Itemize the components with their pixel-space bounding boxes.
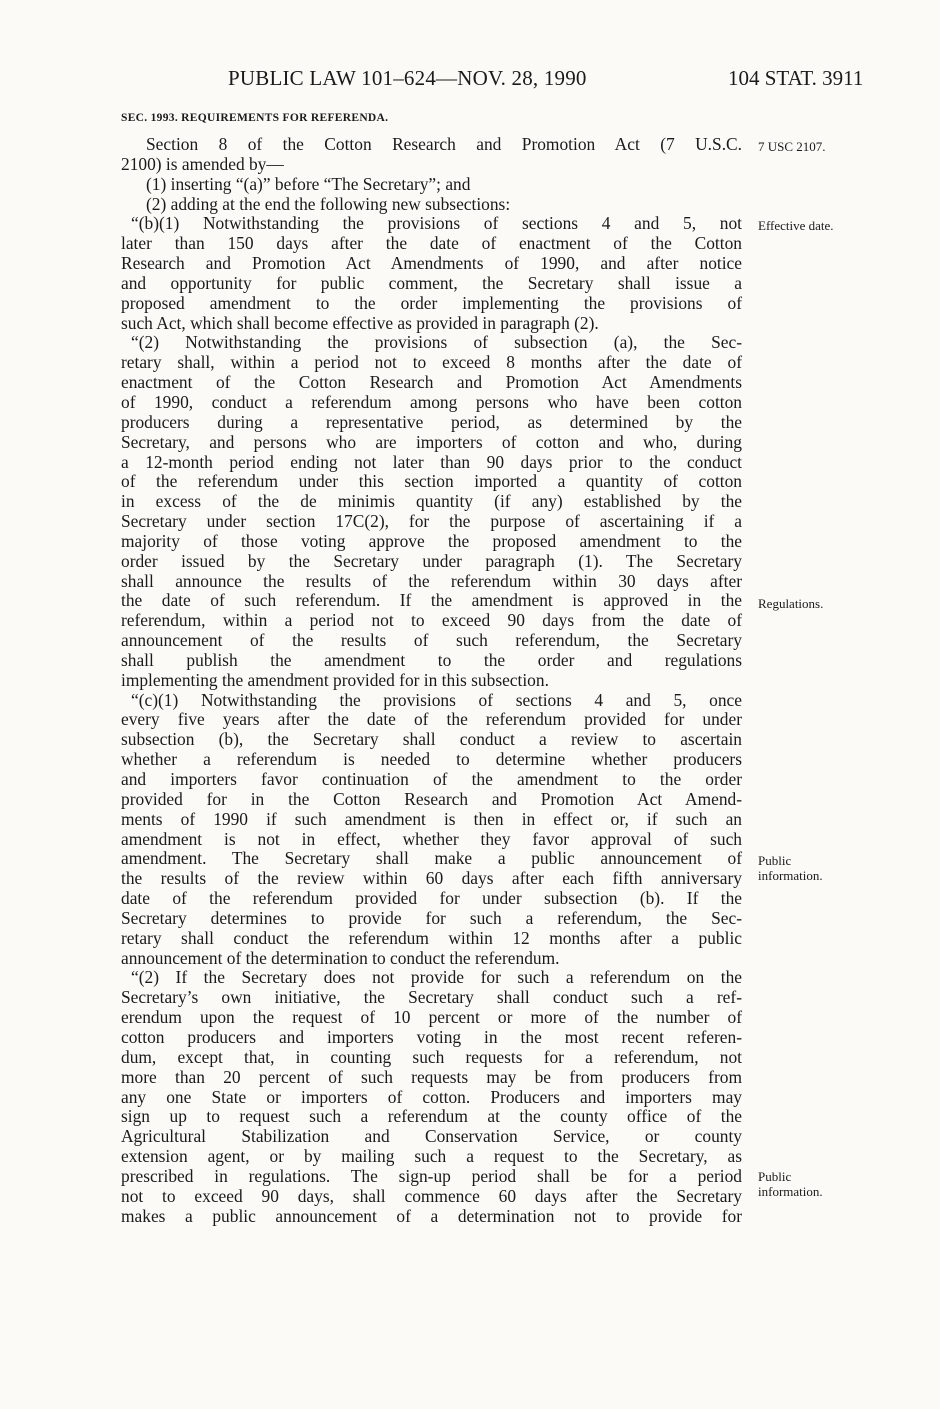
text-line: proposed amendment to the order implementing the provisions of	[121, 292, 742, 313]
text-line: “(c)(1) Notwithstanding the provisions of sections 4 and 5, once	[131, 689, 742, 710]
text-line: provided for in the Cotton Research and Promotion Act Amend-	[121, 788, 742, 809]
text-line: amendment. The Secretary shall make a public announcement of	[121, 848, 742, 869]
text-line: Research and Promotion Act Amendments of 1990, and after notice	[121, 253, 742, 274]
text-line: amendment is not in effect, whether they favor approval of such	[121, 828, 742, 849]
text-line: (2) adding at the end the following new subsections:	[146, 193, 511, 214]
text-line: such Act, which shall become effective as provided in paragraph (2).	[121, 312, 599, 333]
running-head	[0, 66, 940, 96]
text-line: “(2) Notwithstanding the provisions of subsection (a), the Sec-	[131, 332, 742, 353]
text-line: the date of such referendum. If the amendment is approved in the	[121, 590, 742, 611]
text-line: more than 20 percent of such requests may be from producers from	[121, 1066, 742, 1087]
text-line: Section 8 of the Cotton Research and Promotion Act (7 U.S.C.	[146, 134, 742, 154]
margin-note-effective-date: Effective date.	[758, 218, 834, 233]
text-line: every five years after the date of the referendum provided for under	[121, 709, 742, 730]
text-line: announcement of the determination to conduct the referendum.	[121, 947, 560, 968]
text-line: sign up to request such a referendum at the county office of the	[121, 1106, 742, 1127]
margin-note-usc: 7 USC 2107.	[758, 139, 826, 154]
text-line: prescribed in regulations. The sign-up period shall be for a period	[121, 1165, 742, 1186]
text-line: any one State or importers of cotton. Producers and importers may	[121, 1086, 742, 1107]
text-line: a 12-month period ending not later than 90 days prior to the conduct	[121, 451, 742, 472]
margin-note-line: Public	[758, 853, 792, 868]
text-line: erendum upon the request of 10 percent or more of the number of	[121, 1007, 742, 1028]
margin-note-public-info-1	[758, 853, 823, 883]
text-line: extension agent, or by mailing such a request to the Secretary, as	[121, 1146, 742, 1167]
text-line: Secretary’s own initiative, the Secretary shall conduct such a ref-	[121, 987, 742, 1008]
text-line: whether a referendum is needed to determine whether producers	[121, 749, 742, 770]
text-line: retary shall, within a period not to exceed 8 months after the date of	[121, 352, 742, 373]
text-line: Secretary determines to provide for such a referendum, the Sec-	[121, 907, 742, 928]
margin-note-line: Public	[758, 1169, 792, 1184]
text-line: implementing the amendment provided for in this subsection.	[121, 669, 549, 690]
text-line: and opportunity for public comment, the Secretary shall issue a	[121, 272, 742, 293]
text-line: and importers favor continuation of the amendment to the order	[121, 769, 742, 789]
text-line: not to exceed 90 days, shall commence 60 days after the Secretary	[121, 1185, 742, 1206]
statute-citation: 104 STAT. 3911	[728, 66, 864, 90]
text-line: ments of 1990 if such amendment is then in effect or, if such an	[121, 808, 742, 829]
text-line: referendum, within a period not to exceed 90 days from the date of	[121, 610, 742, 631]
text-line: Agricultural Stabilization and Conservation Service, or county	[121, 1126, 742, 1147]
text-line: announcement of the results of such referendum, the Secretary	[121, 630, 742, 651]
text-line: “(2) If the Secretary does not provide for such a referendum on the	[131, 967, 742, 988]
margin-note-regulations: Regulations.	[758, 596, 824, 611]
text-line: date of the referendum provided for under subsection (b). If the	[121, 888, 742, 909]
text-line: “(b)(1) Notwithstanding the provisions of sections 4 and 5, not	[131, 213, 742, 234]
text-line: Secretary under section 17C(2), for the purpose of ascertaining if a	[121, 511, 742, 532]
text-line: enactment of the Cotton Research and Promotion Act Amendments	[121, 372, 742, 393]
section-heading: SEC. 1993. REQUIREMENTS FOR REFERENDA.	[121, 112, 389, 124]
text-line: later than 150 days after the date of enactment of the Cotton	[121, 233, 742, 254]
page-title: PUBLIC LAW 101–624—NOV. 28, 1990	[228, 66, 587, 90]
text-line: (1) inserting “(a)” before “The Secretary”; and	[146, 173, 471, 194]
text-line: majority of those voting approve the proposed amendment to the	[121, 530, 742, 551]
margin-note-line: information.	[758, 868, 823, 883]
text-line: makes a public announcement of a determination not to provide for	[121, 1205, 742, 1226]
text-line: cotton producers and importers voting in the most recent referen-	[121, 1026, 742, 1047]
text-line: shall announce the results of the referendum within 30 days after	[121, 570, 742, 591]
body-text	[121, 135, 742, 1226]
text-line: shall publish the amendment to the order and regulations	[121, 649, 742, 670]
text-line: of the referendum under this section imported a quantity of cotton	[121, 471, 742, 492]
margin-note-line: information.	[758, 1184, 823, 1199]
text-line: retary shall conduct the referendum within 12 months after a public	[121, 927, 742, 948]
text-line: Secretary, and persons who are importers of cotton and who, during	[121, 431, 742, 452]
text-line: 2100) is amended by—	[121, 153, 284, 174]
text-line: dum, except that, in counting such requests for a referendum, not	[121, 1046, 742, 1067]
text-line: in excess of the de minimis quantity (if any) established by the	[121, 491, 742, 512]
text-line: subsection (b), the Secretary shall conduct a review to ascertain	[121, 729, 742, 750]
text-line: the results of the review within 60 days after each fifth anniversary	[121, 868, 742, 889]
text-line: of 1990, conduct a referendum among persons who have been cotton	[121, 391, 742, 412]
margin-note-public-info-2	[758, 1169, 823, 1199]
text-line: producers during a representative period, as determined by the	[121, 411, 742, 432]
text-line: order issued by the Secretary under paragraph (1). The Secretary	[121, 550, 742, 571]
